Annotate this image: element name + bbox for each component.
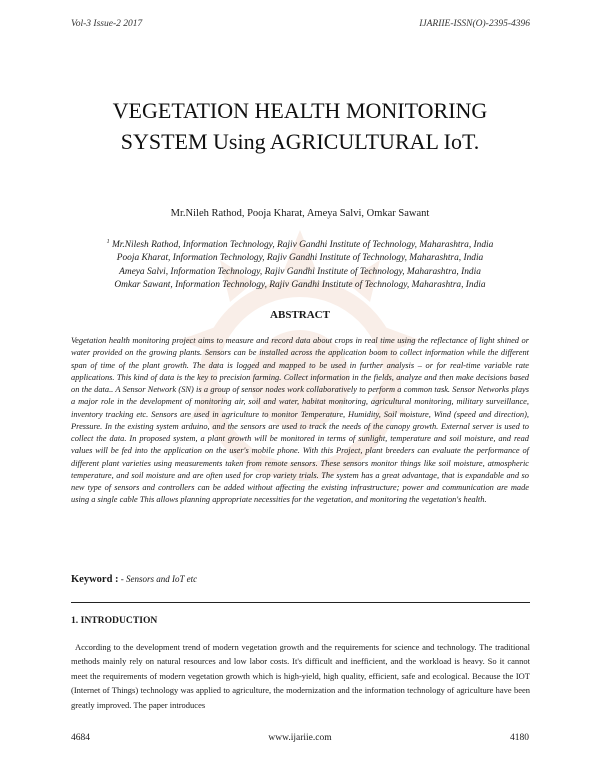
affiliation-line: Ameya Salvi, Information Technology, Rajiv Gandhi Institute of Technology, Maharashtra, India [119, 266, 481, 277]
keyword-label: Keyword : [71, 574, 119, 585]
keyword-value: - Sensors and IoT etc [118, 574, 198, 584]
paper-title-line-2: SYSTEM Using AGRICULTURAL IoT. [120, 129, 480, 154]
affiliation-line: Omkar Sawant, Information Technology, Rajiv Gandhi Institute of Technology, Maharashtra, India [114, 279, 486, 290]
affiliation-marker: 1 [106, 239, 110, 245]
affiliations [60, 236, 540, 292]
footer-page-number: 4180 [510, 733, 529, 743]
section-divider [71, 602, 530, 603]
journal-volume-issue: Vol-3 Issue-2 2017 [71, 19, 143, 29]
abstract-heading: ABSTRACT [270, 309, 330, 321]
footer-left-number: 4684 [71, 733, 90, 743]
footer-website: www.ijariie.com [268, 733, 332, 743]
paper-title [60, 95, 540, 157]
author-list: Mr.Nileh Rathod, Pooja Kharat, Ameya Salvi, Omkar Sawant [170, 208, 430, 219]
section-heading-introduction: 1. INTRODUCTION [71, 615, 158, 626]
introduction-body: According to the development trend of modern vegetation growth and the requirements for science and technology. The traditional methods mainly rely on natural resources and low labor costs. It's difficult and inefficient, and the workload is heavy. So it cannot meet the requirements of modern vegetation growth which is high-yield, high quality, efficient, safe and ecological. Because the IOT (Internet of Things) technology was applied to agriculture, the modernization and the information technology of agriculture have been greatly improved. The paper introduces [71, 642, 530, 710]
paper-title-line-1: VEGETATION HEALTH MONITORING [112, 98, 488, 123]
affiliation-line: Pooja Kharat, Information Technology, Rajiv Gandhi Institute of Technology, Maharashtra, India [116, 253, 484, 264]
journal-issn: IJARIIE-ISSN(O)-2395-4396 [419, 19, 530, 29]
affiliation-line: $^1$ Mr.Nilesh Rathod, Information Technology, Rajiv Gandhi Institute of Technology, Maharashtra, India [106, 239, 494, 251]
keywords [71, 574, 197, 585]
abstract-body: Vegetation health monitoring project aims to measure and record data about crops in real time using the reflectance of light shined or water provided on the growing plants. Sensors can be installed across the application boom to collect information while the different span of time of the plant growth. The data is logged and mapped to be used in further analysis – or for real-time variable rate applications. This kind of data is the key to precision farming. Collect information in the fields, analyze and then make decisions based on the data.. A Sensor Network (SN) is a group of sensor nodes work collaboratively to perform a common task. Sensor Networks plays a major role in the development of monitoring air, soil and water, habitat monitoring, agricultural monitoring, military surveillance, inventory tracking etc. Sensors are used in agriculture to monitor Temperature, Humidity, Soil moisture, Wind (speed and direction), Pressure. In the existing system arduino, and the sensors are used to track the needs of the canopy growth. External server is used to collect the data. In proposed system, a plant growth will be monitored in terms of sunlight, temperature and soil moisture, and read values will be fed into the application on the user's mobile phone. With this Project, plant breeders can evaluate the performance of different plant varieties using measurements taken from remote sensors. These sensors monitor things like soil moisture, atmospheric temperature, and soil moisture and are often used for crop variety trials. The system has a great advantage, that is expandable and so new type of sensors and controllers can be added without affecting the existing infrastructure; power and communication are made using a single cable This allows planning appropriate necessities for the vegetation, and monitoring the vegetation's health. [71, 336, 529, 505]
